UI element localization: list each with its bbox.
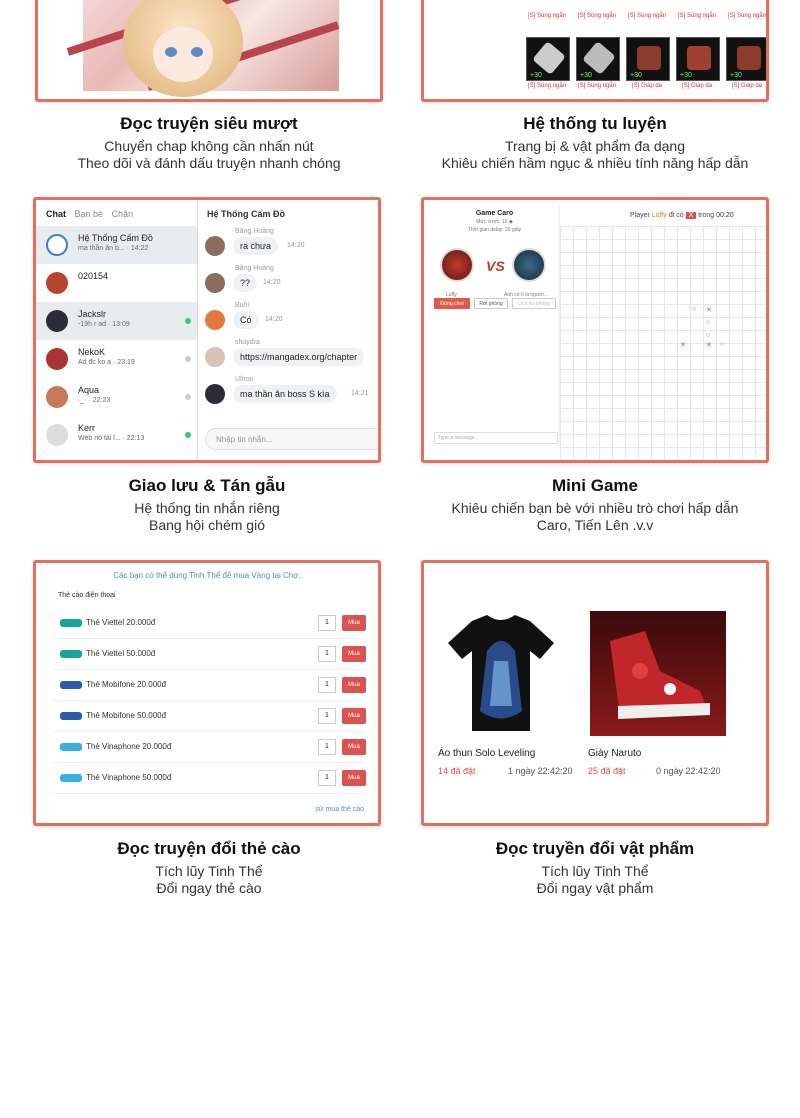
feature-title: Đọc truyền đổi vật phẩm xyxy=(495,839,695,858)
feature-phone-cards xyxy=(19,839,399,897)
feature-line: Khiêu chiến bạn bè với nhiều trò chơi hấp dẫn xyxy=(451,500,739,516)
game-info xyxy=(430,206,560,446)
game-chat-input[interactable]: Type a message... xyxy=(434,432,558,444)
vs-label: VS xyxy=(486,258,505,274)
product-orders: 14 đã đặt xyxy=(438,766,476,776)
conversation-item[interactable]: Jackslr -19h r ad · 13:09 xyxy=(36,302,197,340)
player2-name: Anh có tí là người... xyxy=(504,292,548,298)
card-row: Thẻ Vinaphone 50.000đ 1 Mua xyxy=(54,764,364,794)
offline-status-dot xyxy=(185,356,191,362)
tab-blocked[interactable]: Chặn xyxy=(111,209,134,219)
feature-chat xyxy=(17,476,397,534)
feature-line: Hệ thống tin nhắn riêng xyxy=(134,500,280,516)
online-status-dot xyxy=(185,432,191,438)
feature-title: Đọc truyện siêu mượt xyxy=(120,114,298,133)
panel-reading xyxy=(35,0,383,102)
item-label: [S] Súng ngắn xyxy=(677,13,717,19)
item-label: [S] Súng ngắn xyxy=(577,13,617,19)
feature-line: Tích lũy Tinh Thể xyxy=(155,863,263,879)
feature-cultivation xyxy=(405,114,785,172)
avatar xyxy=(46,348,68,370)
item-label: [S] Súng ngắn xyxy=(577,83,617,89)
conversation-item[interactable]: Kerr Web nó tải l... · 22:13 xyxy=(36,416,197,454)
product-name[interactable]: Áo thun Solo Leveling xyxy=(438,748,536,759)
product-image-shoes[interactable] xyxy=(590,611,726,736)
feature-title: Giao lưu & Tán gẫu xyxy=(128,476,286,495)
conversation-item[interactable]: 020154 xyxy=(36,264,197,302)
conversation-pane: Hệ Thống Cấm Đồ Băng Hoàng ra chưa 14:20 Băng Hoàng ?? 14:20 Buồi Có 14:20 shuydra https://mangadex.org/chapter Ultron ma thần ăn boss S kìa 14:21 Nhập tin nhắn... xyxy=(199,200,378,460)
avatar xyxy=(46,234,68,256)
product-image-tshirt[interactable] xyxy=(442,611,560,736)
feature-line: Đổi ngay vật phẩm xyxy=(536,880,654,896)
conversation-item[interactable]: NekoK Ad đc ko a · 23:19 xyxy=(36,340,197,378)
avatar xyxy=(46,424,68,446)
card-row: Thẻ Vinaphone 20.000đ 1 Mua xyxy=(54,733,364,763)
avatar xyxy=(46,272,68,294)
card-row: Thẻ Mobifone 50.000đ 1 Mua xyxy=(54,702,364,732)
product-countdown: 1 ngày 22:42:20 xyxy=(508,766,573,776)
buy-button[interactable]: Mua xyxy=(342,615,366,631)
feature-reading xyxy=(19,114,399,172)
item-slot[interactable]: +30 xyxy=(526,37,570,81)
quantity-input[interactable]: 1 xyxy=(318,739,336,755)
item-label: [S] Súng ngắn xyxy=(527,83,567,89)
online-status-dot xyxy=(185,318,191,324)
quantity-input[interactable]: 1 xyxy=(318,677,336,693)
card-row: Thẻ Mobifone 20.000đ 1 Mua xyxy=(54,671,364,701)
game-bet: Mức cược: 10 ◆ xyxy=(476,219,513,225)
buy-button[interactable]: Mua xyxy=(342,739,366,755)
item-slot[interactable]: +30 xyxy=(676,37,720,81)
vinaphone-logo-icon xyxy=(60,774,82,782)
player1-name: Luffy xyxy=(446,292,457,298)
item-label: [S] Giáp da xyxy=(631,83,663,89)
product-name[interactable]: Giày Naruto xyxy=(588,748,642,759)
player1-avatar xyxy=(440,248,474,282)
feature-line: Caro, Tiến Lên .v.v xyxy=(536,517,654,533)
feature-line: Theo dõi và đánh dấu truyện nhanh chóng xyxy=(77,155,341,171)
feature-line: Đổi ngay thẻ cào xyxy=(156,880,262,896)
item-slot[interactable]: +30 xyxy=(726,37,769,81)
item-grid xyxy=(522,0,769,91)
conversation-list xyxy=(36,200,198,460)
room-history-button[interactable]: Lịch sử phòng xyxy=(512,298,556,309)
caro-board[interactable]: ○ ✕ ○ ○ ✕ ✕ ○ xyxy=(560,226,766,460)
cards-section-title: Thẻ cào điện thoại xyxy=(58,592,116,599)
turn-status: Player Luffy đi có X trong 00:20 xyxy=(630,212,734,219)
buy-button[interactable]: Mua xyxy=(342,646,366,662)
tab-chat[interactable]: Chat xyxy=(46,209,66,219)
panel-phone-cards xyxy=(33,560,381,826)
panel-chat xyxy=(33,197,381,463)
message-input[interactable]: Nhập tin nhắn... xyxy=(205,428,381,450)
game-title: Game Caro xyxy=(475,210,514,217)
avatar xyxy=(46,386,68,408)
panel-shop xyxy=(421,560,769,826)
feature-title: Mini Game xyxy=(552,476,638,495)
feature-line: Tích lũy Tinh Thể xyxy=(541,863,649,879)
vinaphone-logo-icon xyxy=(60,743,82,751)
manga-artwork xyxy=(83,0,339,91)
quantity-input[interactable]: 1 xyxy=(318,708,336,724)
game-timer: 00:20 xyxy=(716,212,734,219)
product-countdown: 0 ngày 22:42:20 xyxy=(656,766,721,776)
conversation-title: Hệ Thống Cấm Đồ xyxy=(207,209,285,219)
crystal-note: Các bạn có thể dùng Tinh Thể để mua Vàng tại Chợ. xyxy=(113,571,301,580)
viettel-logo-icon xyxy=(60,619,82,627)
item-label: [S] Súng ngắn xyxy=(627,13,667,19)
item-label: [S] Súng ngắn xyxy=(727,13,767,19)
conversation-item[interactable]: Hệ Thống Cấm Đồ ma thần ăn b... · 14:22 xyxy=(36,226,197,264)
panel-minigame xyxy=(421,197,769,463)
player2-avatar xyxy=(512,248,546,282)
game-delay: Thời gian delay: 20 giây xyxy=(467,227,522,233)
product-orders: 25 đã đặt xyxy=(588,766,626,776)
item-label: [S] Giáp da xyxy=(681,83,713,89)
play-button[interactable]: Đứng chơi xyxy=(434,298,470,309)
quantity-input[interactable]: 1 xyxy=(318,646,336,662)
card-row: Thẻ Viettel 50.000đ 1 Mua xyxy=(54,640,364,670)
card-row: Thẻ Viettel 20.000đ 1 Mua xyxy=(54,609,364,639)
item-label: [S] Giáp da xyxy=(731,83,763,89)
feature-line: Trang bị & vật phẩm đa dạng xyxy=(504,138,686,154)
viettel-logo-icon xyxy=(60,650,82,658)
panel-cultivation xyxy=(421,0,769,102)
mobifone-logo-icon xyxy=(60,681,82,689)
feature-line: Chuyển chap không cần nhấn nút xyxy=(104,138,314,154)
feature-shop xyxy=(405,839,785,897)
tab-friends[interactable]: Bạn bè xyxy=(74,209,104,219)
buy-button[interactable]: Mua xyxy=(342,677,366,693)
quantity-input[interactable]: 1 xyxy=(318,770,336,786)
avatar xyxy=(46,310,68,332)
buy-button[interactable]: Mua xyxy=(342,770,366,786)
mobifone-logo-icon xyxy=(60,712,82,720)
offline-status-dot xyxy=(185,394,191,400)
item-slot[interactable]: +30 xyxy=(626,37,670,81)
item-label: [S] Súng ngắn xyxy=(527,13,567,19)
card-history-link[interactable]: sử mua thẻ cào xyxy=(315,806,364,813)
item-slot[interactable]: +30 xyxy=(576,37,620,81)
conversation-item[interactable]: Aqua ·_· · 22:23 xyxy=(36,378,197,416)
feature-minigame xyxy=(405,476,785,534)
chat-tabs xyxy=(36,200,197,226)
quantity-input[interactable]: 1 xyxy=(318,615,336,631)
buy-button[interactable]: Mua xyxy=(342,708,366,724)
feature-title: Hệ thống tu luyện xyxy=(523,114,667,133)
feature-title: Đọc truyện đổi thẻ cào xyxy=(117,839,301,858)
feature-line: Khiêu chiến hầm ngục & nhiều tính năng hấp dẫn xyxy=(441,155,749,171)
feature-line: Bang hội chém gió xyxy=(149,517,265,533)
leave-room-button[interactable]: Rời phòng xyxy=(474,298,508,309)
